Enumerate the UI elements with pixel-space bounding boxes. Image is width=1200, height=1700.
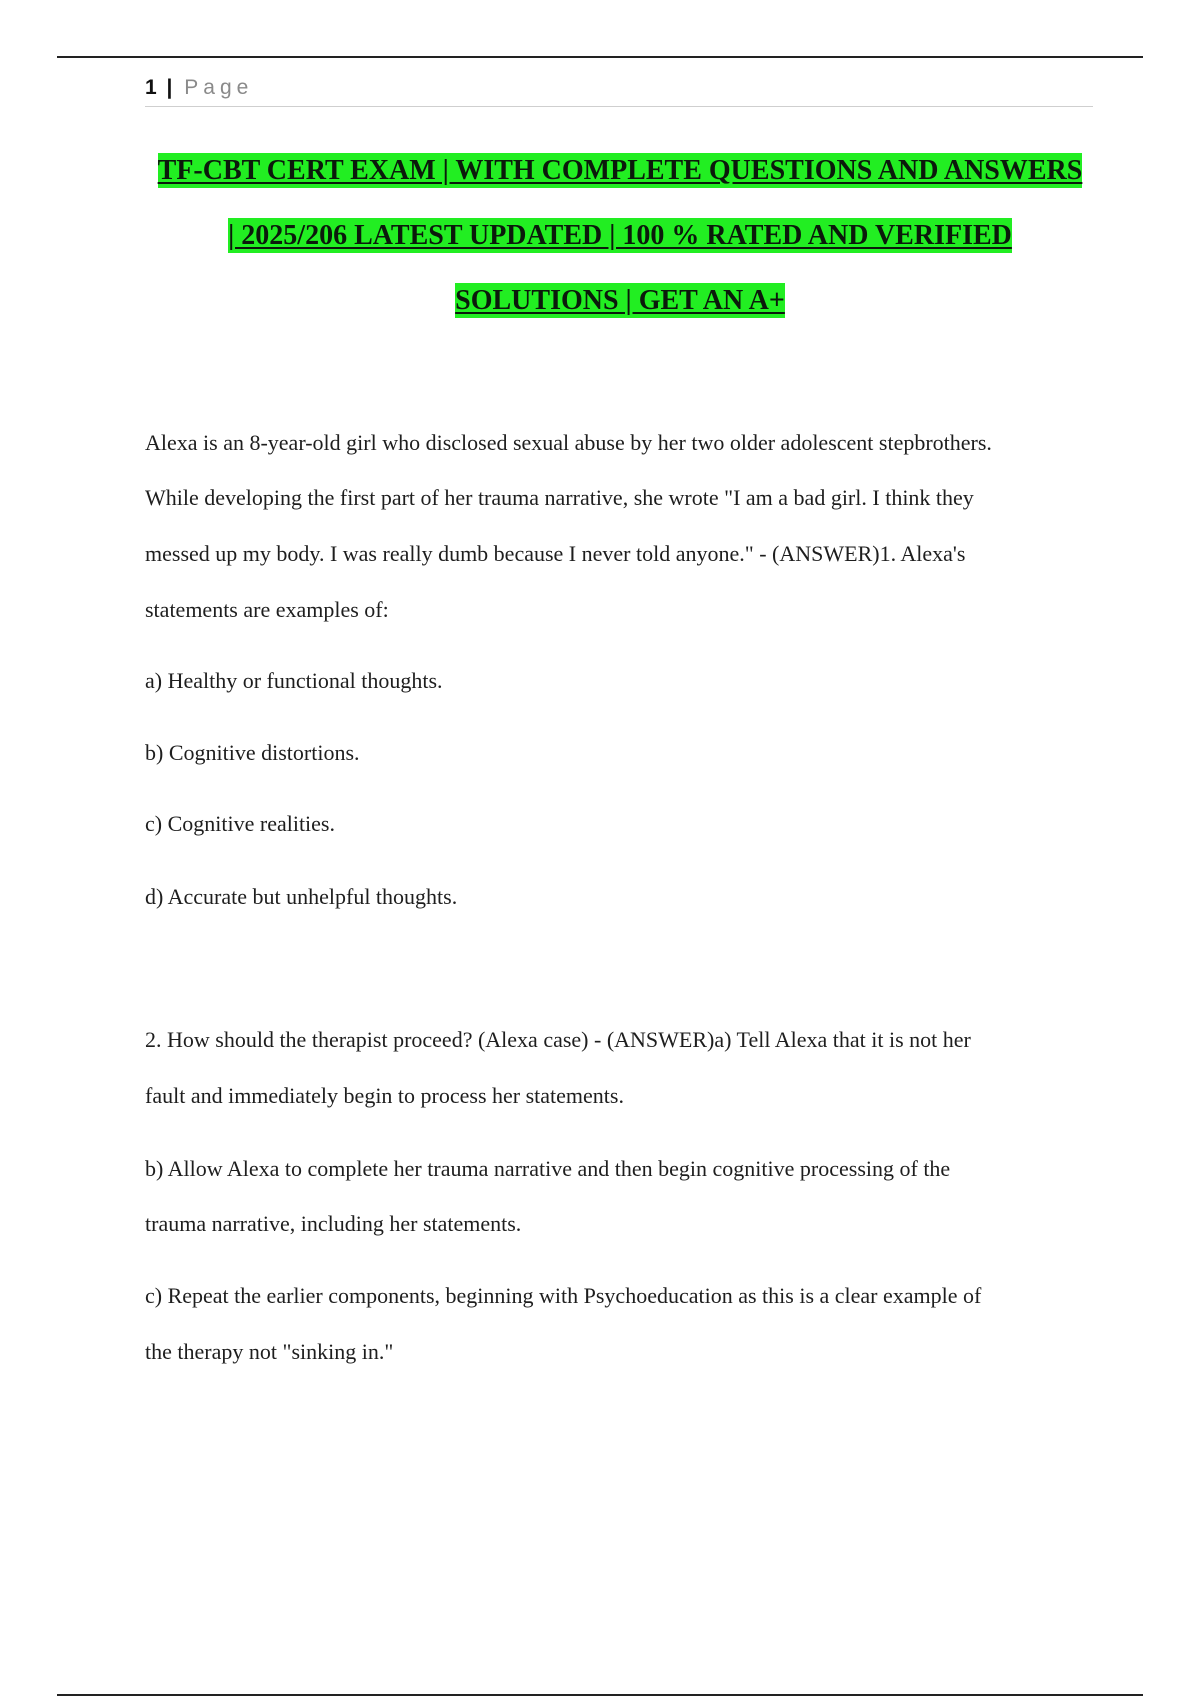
question-2-line-1: 2. How should the therapist proceed? (Alexa case) - (ANSWER)a) Tell Alexa that it is not her — [145, 1027, 971, 1052]
title-line-1: TF-CBT CERT EXAM | WITH COMPLETE QUESTIONS AND ANSWERS — [157, 155, 1083, 186]
page-word: Page — [184, 76, 254, 99]
page-number: 1 — [145, 76, 157, 99]
page-separator: | — [166, 76, 173, 99]
question-1-option-a: a) Healthy or functional thoughts. — [145, 668, 443, 693]
question-2-option-b-line-1: b) Allow Alexa to complete her trauma narrative and then begin cognitive processing of the — [145, 1156, 951, 1181]
question-1-option-c: c) Cognitive realities. — [145, 811, 335, 836]
question-1-line-3: messed up my body. I was really dumb because I never told anyone." - (ANSWER)1. Alexa's — [145, 541, 966, 566]
bottom-rule — [57, 1694, 1143, 1696]
question-1-line-4: statements are examples of: — [145, 597, 389, 622]
document-title — [140, 138, 1100, 333]
question-1-option-d: d) Accurate but unhelpful thoughts. — [145, 884, 458, 909]
question-2-option-c-line-1: c) Repeat the earlier components, beginning with Psychoeducation as this is a clear example of — [145, 1283, 982, 1308]
question-1-option-b: b) Cognitive distortions. — [145, 740, 360, 765]
question-2-option-b-line-2: trauma narrative, including her statements. — [145, 1211, 522, 1236]
question-2-line-2: fault and immediately begin to process her statements. — [145, 1083, 624, 1108]
title-line-2: | 2025/206 LATEST UPDATED | 100 % RATED AND VERIFIED — [228, 220, 1012, 251]
question-2-option-c-line-2: the therapy not "sinking in." — [145, 1339, 394, 1364]
question-1-line-1: Alexa is an 8-year-old girl who disclosed sexual abuse by her two older adolescent stepbrothers. — [145, 430, 992, 455]
question-1-line-2: While developing the first part of her trauma narrative, she wrote "I am a bad girl. I think they — [145, 485, 974, 510]
page-header — [145, 74, 1093, 107]
title-line-3: SOLUTIONS | GET AN A+ — [455, 285, 785, 316]
top-rule — [57, 56, 1143, 58]
